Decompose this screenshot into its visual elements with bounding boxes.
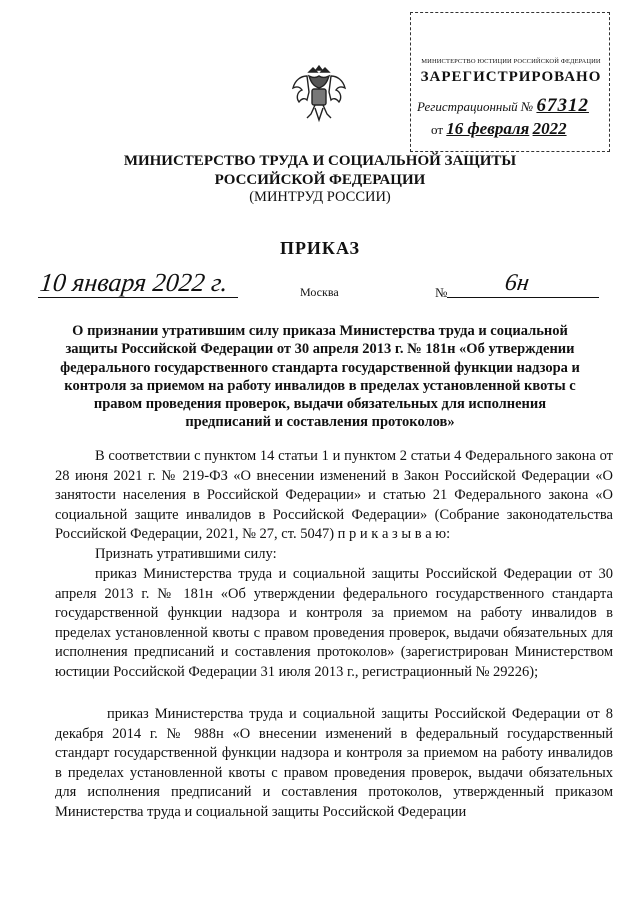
paragraph-order-181n: приказ Министерства труда и социальной защиты Российской Федерации от 30 апреля 2013 г. № 181н «Об утверждении федерального государственного стандарта государственной функции надзора и контроля за приемом на работу инвалидов в пределах установленной квоты с правом проведения проверок, выдачи обязательных для исполнения предписаний и составления протоколов» (зарегистрирован Министерством юстиции Российской Федерации 31 июля 2013 г., регистрационный № 29226); xyxy=(55,566,613,680)
stamp-reg-number: 67312 xyxy=(536,95,589,116)
paragraph-legal-basis: В соответствии с пунктом 14 статьи 1 и пунктом 2 статьи 4 Федерального закона от 28 июня 2021 г. № 219-ФЗ «О внесении изменений в Закон Российской Федерации «О занятости населения в Российской Федерации» и статью 21 Федерального закона «О социальной защите инвалидов в Российской Федерации» (Собрание законодательства Российской Федерации, 2021, № 27, ст. 5047) п р и к а з ы в а ю: xyxy=(55,448,613,542)
date-underline xyxy=(38,297,238,298)
stamp-date-row xyxy=(431,119,567,139)
ministry-line-1: МИНИСТЕРСТВО ТРУДА И СОЦИАЛЬНОЙ ЗАЩИТЫ xyxy=(123,153,517,169)
paragraph-order-988n: приказ Министерства труда и социальной защиты Российской Федерации от 8 декабря 2014 г. № 988н «О внесении изменений в федеральный государственный стандарт государственной функции надзора и контроля за приемом на работу инвалидов в пределах установленной квоты с правом проведения проверок, выдачи обязательных для исполнения предписаний и составления протоколов, утвержденный приказом Министерства труда и социальной защиты Российской Федерации xyxy=(55,706,613,820)
registration-stamp xyxy=(410,12,610,152)
document-title: О признании утратившим силу приказа Министерства труда и социальной защиты Российской Федерации от 30 апреля 2013 г. № 181н «Об утверждении федерального государственного стандарта государственной функции надзора и контроля за приемом на работу инвалидов в пределах установленной квоты с правом проведения проверок, выдачи обязательных для исполнения предписаний и составления протоколов» xyxy=(60,323,580,431)
document-type: ПРИКАЗ xyxy=(279,238,361,258)
stamp-year: 2022 xyxy=(532,119,567,138)
stamp-date: 16 февраля xyxy=(446,119,530,138)
handwritten-number: 6н xyxy=(503,270,531,296)
stamp-ministry: МИНИСТЕРСТВО ЮСТИЦИИ РОССИЙСКОЙ ФЕДЕРАЦИИ xyxy=(421,58,601,65)
coat-of-arms-icon xyxy=(287,62,351,126)
ministry-short-name: (МИНТРУД РОССИИ) xyxy=(249,189,391,205)
paragraph-declare: Признать утратившими силу: xyxy=(95,546,277,562)
handwritten-date: 10 января 2022 г. xyxy=(38,268,230,297)
number-underline xyxy=(447,297,599,298)
stamp-reg-number-label: Регистрационный № xyxy=(417,99,534,114)
city: Москва xyxy=(300,285,339,299)
ministry-line-2: РОССИЙСКОЙ ФЕДЕРАЦИИ xyxy=(214,172,426,188)
stamp-registered: ЗАРЕГИСТРИРОВАНО xyxy=(420,69,602,85)
stamp-date-prefix: от xyxy=(431,122,444,137)
number-sign: № xyxy=(435,285,448,300)
stamp-reg-number-row xyxy=(417,95,589,117)
ministry-name xyxy=(60,152,580,190)
